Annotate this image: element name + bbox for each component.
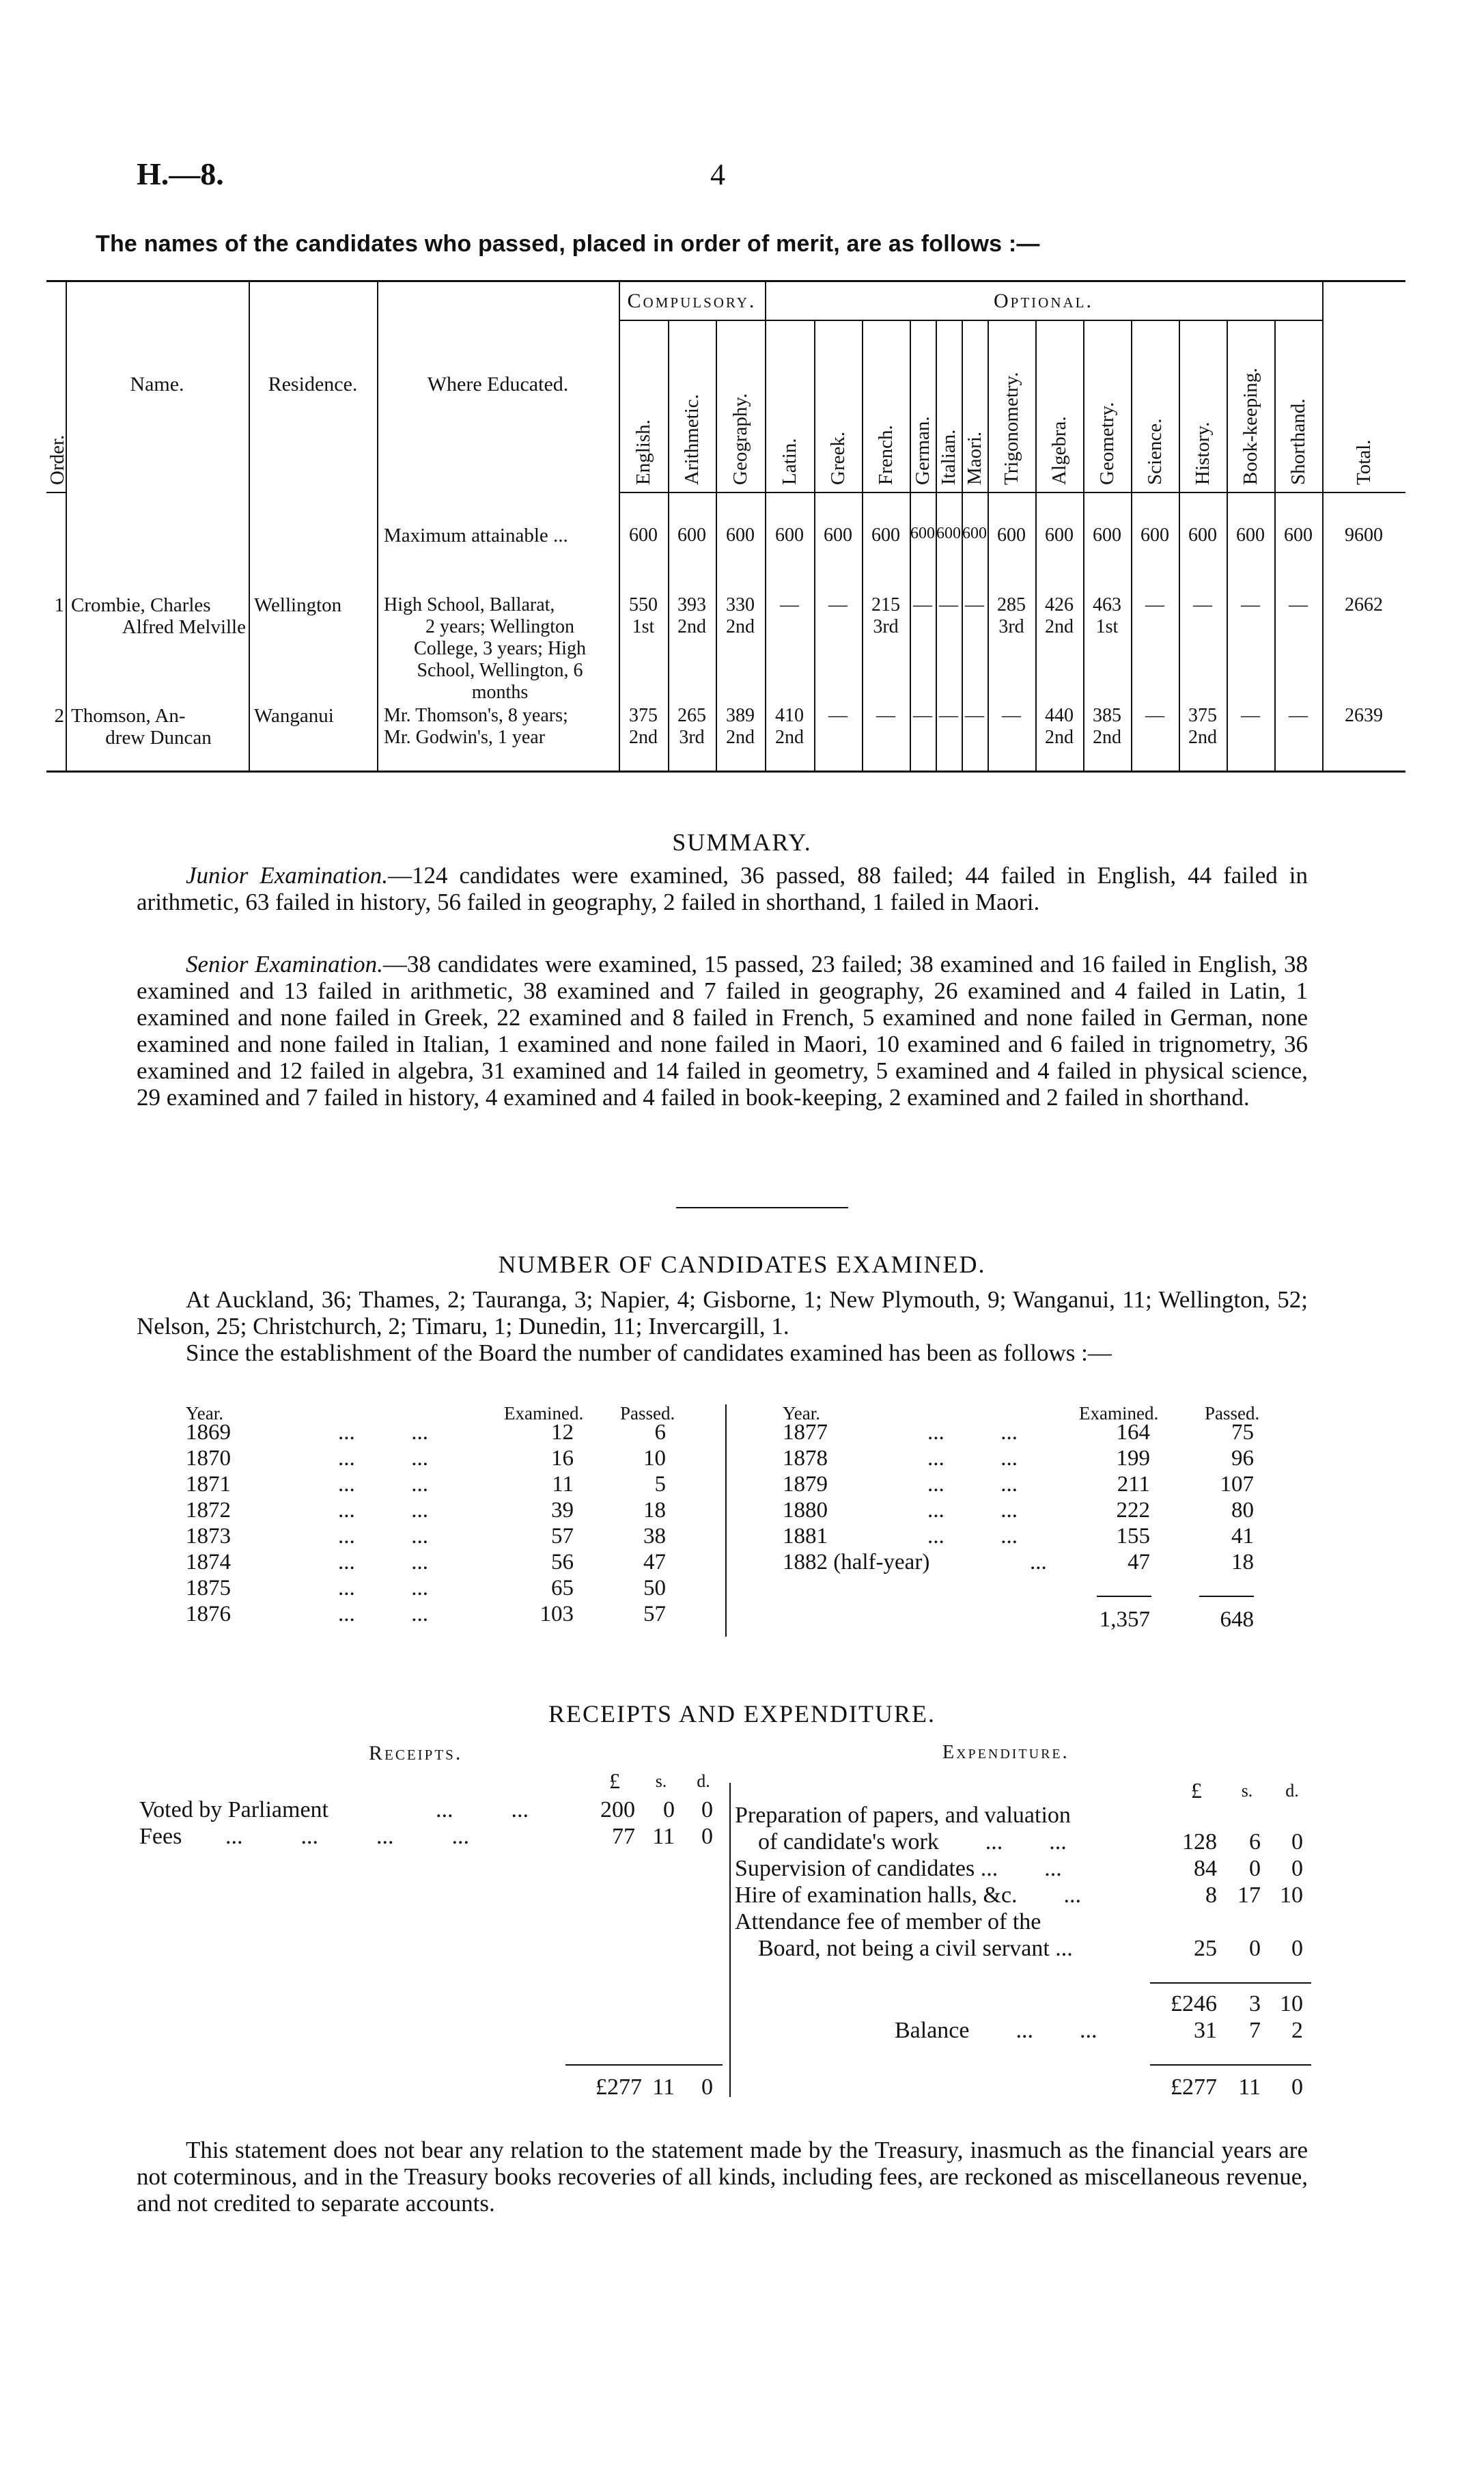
row-score: — [1289, 594, 1308, 615]
row-place: 1st [632, 616, 655, 637]
examined-stats [0, 1400, 1484, 1639]
row-place: 3rd [998, 616, 1024, 637]
stats-dots: ... [1030, 1550, 1047, 1574]
row-score: — [1241, 705, 1260, 726]
senior-text: —38 candidates were examined, 15 passed, 23 failed; 38 examined and 16 failed in English, 38 examined and 13 failed in arithmetic, 38 examined and 7 failed in geography, 26 examined and 4 failed in Latin, 1 examined and none failed in Greek, 22 examined and 8 failed in French, 5 examined and none failed in German, none examined and none failed in Italian, 1 examined and none failed in Maori, 10 examined and 6 failed in trignometry, 36 examined and 12 failed in algebra, 31 examined and 14 failed in geometry, 5 examined and 4 failed in physical science, 29 examined and 7 failed in history, 4 examined and 4 failed in book-keeping, 2 examined and 2 failed in shorthand. [137, 951, 1308, 1111]
max-value: 600 [1188, 525, 1217, 546]
row-place: 2nd [775, 727, 804, 748]
row-residence: Wellington [254, 594, 342, 616]
expenditure-pounds: 84 [1194, 1856, 1217, 1881]
expenditure-pounds: 25 [1194, 1936, 1217, 1961]
subtotal-shillings: 3 [1249, 1991, 1261, 2016]
row-order: 1 [54, 594, 64, 616]
stats-passed: 5 [654, 1472, 666, 1497]
expenditure-label-line2: of candidate's work ... ... [758, 1829, 1067, 1855]
stats-examined-header-right: Examined. [1079, 1403, 1159, 1424]
row-score: — [1145, 594, 1164, 615]
stats-passed: 47 [643, 1550, 666, 1574]
stats-year: 1875 [186, 1576, 231, 1600]
candidates-table [46, 280, 1405, 772]
receipt-label: Fees [139, 1824, 182, 1849]
stats-dots: ... ... [338, 1420, 428, 1445]
stats-year: 1878 [783, 1446, 828, 1471]
column-rule [936, 320, 937, 771]
stats-passed: 57 [643, 1602, 666, 1626]
stats-passed: 80 [1231, 1498, 1254, 1523]
expenditure-label-line1: Preparation of papers, and valuation [735, 1803, 1071, 1828]
stats-total-passed: 648 [1220, 1607, 1254, 1632]
expenditure-total-rule [1150, 2064, 1311, 2066]
stats-dots: ... ... [338, 1576, 428, 1600]
header-subject: Geometry. [1096, 402, 1118, 485]
row-order: 2 [54, 705, 64, 727]
subtotal-pence: 10 [1280, 1991, 1303, 2016]
stats-dots: ... ... [927, 1446, 1018, 1471]
receipt-dots: ... ... ... ... [225, 1824, 469, 1849]
stats-dots: ... ... [338, 1446, 428, 1471]
receipt-shillings: 11 [652, 1824, 675, 1849]
expenditure-pounds: 128 [1182, 1829, 1217, 1855]
header-order: Order. [46, 434, 68, 485]
junior-text: —124 candidates were examined, 36 passed, 88 failed; 44 failed in English, 44 failed in arithmetic, 63 failed in history, 56 failed in geography, 2 failed in shorthand, 1 failed in Maori. [137, 862, 1308, 915]
stats-examined-header: Examined. [504, 1403, 584, 1424]
receipts-title: Receipts. [369, 1742, 463, 1764]
group-rule [619, 320, 1322, 321]
examined-places-text: At Auckland, 36; Thames, 2; Tauranga, 3; Napier, 4; Gisborne, 1; New Plymouth, 9; Wanganui, 11; Wellington, 52; Nelson, 25; Christchurch, 2; Timaru, 1; Dunedin, 11; Invercargill, 1. [137, 1286, 1308, 1339]
row-score: — [1145, 705, 1164, 726]
max-value: 600 [1236, 525, 1265, 546]
summary-senior [137, 951, 1308, 1111]
stats-dots: ... ... [927, 1472, 1018, 1497]
column-rule [377, 280, 378, 771]
max-value: 600 [677, 525, 706, 546]
header-subject: Shorthand. [1287, 398, 1309, 485]
column-rule [910, 320, 911, 771]
header-compulsory: Compulsory. [627, 290, 757, 312]
stats-divider [725, 1404, 727, 1637]
stats-examined: 199 [1116, 1446, 1150, 1471]
stats-dots: ... ... [338, 1472, 428, 1497]
row-score: 330 [726, 594, 755, 615]
examined-places [137, 1286, 1308, 1339]
receipts-total-shillings: 11 [652, 2074, 675, 2100]
row-score: 393 [677, 594, 706, 615]
junior-label: Junior Examination. [186, 862, 388, 889]
stats-passed: 18 [643, 1498, 666, 1523]
intro-sentence: The names of the candidates who passed, placed in order of merit, are as follows :— [96, 231, 1040, 257]
examined-since: Since the establishment of the Board the number of candidates examined has been as follows :— [186, 1339, 1112, 1366]
row-score: — [876, 705, 895, 726]
row-where-line: College, 3 years; High [414, 638, 586, 659]
document-code: H.—8. [137, 156, 224, 191]
header-optional: Optional. [994, 290, 1093, 312]
expenditure-total-pounds: £277 [1171, 2074, 1217, 2100]
total-rule [1199, 1596, 1254, 1597]
receipt-shillings: 0 [663, 1797, 675, 1822]
row-place: 3rd [873, 616, 899, 637]
row-where-line: School, Wellington, 6 [417, 660, 583, 681]
row-score: 550 [629, 594, 658, 615]
stats-dots: ... ... [927, 1524, 1018, 1549]
summary-junior [137, 862, 1308, 915]
stats-examined: 12 [551, 1420, 574, 1445]
examined-title: NUMBER OF CANDIDATES EXAMINED. [498, 1251, 986, 1278]
max-value: 600 [910, 525, 935, 542]
max-value: 600 [1140, 525, 1169, 546]
row-score: — [780, 594, 799, 615]
receipt-label: Voted by Parliament [139, 1797, 328, 1822]
stats-year: 1877 [783, 1420, 828, 1445]
stats-examined: 57 [551, 1524, 574, 1549]
receipt-pence: 0 [701, 1797, 713, 1822]
column-rule [66, 280, 67, 771]
max-value: 600 [726, 525, 755, 546]
row-score: 389 [726, 705, 755, 726]
header-subject: Latin. [779, 438, 800, 485]
row-score: 463 [1093, 594, 1121, 615]
row-place: 3rd [679, 727, 705, 748]
row-score: 375 [629, 705, 658, 726]
senior-label: Senior Examination. [186, 951, 383, 977]
expenditure-pounds: 8 [1205, 1883, 1217, 1908]
max-value: 600 [1045, 525, 1074, 546]
row-place: 1st [1095, 616, 1119, 637]
row-score: — [939, 594, 958, 615]
row-score: 410 [775, 705, 804, 726]
stats-year: 1872 [186, 1498, 231, 1523]
stats-examined: 16 [551, 1446, 574, 1471]
stats-examined: 155 [1116, 1524, 1150, 1549]
stats-examined: 103 [540, 1602, 574, 1626]
row-place: 2nd [726, 727, 755, 748]
header-subject: Maori. [964, 431, 985, 485]
row-score: — [1289, 705, 1308, 726]
row-score: 440 [1045, 705, 1074, 726]
max-value: 600 [629, 525, 658, 546]
row-score: 375 [1188, 705, 1217, 726]
row-where-line: High School, Ballarat, [384, 594, 555, 615]
receipts-total-pounds: £277 [596, 2074, 642, 2100]
expenditure-pence: 0 [1291, 1856, 1303, 1881]
header-subject: Science. [1144, 418, 1166, 485]
stats-examined: 39 [551, 1498, 574, 1523]
stats-total-examined: 1,357 [1099, 1607, 1150, 1632]
header-subject: Arithmetic. [681, 394, 703, 485]
row-place: 2nd [726, 616, 755, 637]
max-value: 600 [775, 525, 804, 546]
table-bottom-rule [46, 771, 1405, 773]
header-subject: Algebra. [1048, 416, 1070, 485]
row-place: 2nd [629, 727, 658, 748]
row-score: — [1241, 594, 1260, 615]
row-score: — [965, 705, 984, 726]
row-total: 2662 [1345, 594, 1383, 615]
stats-year-header: Year. [186, 1403, 224, 1424]
stats-year: 1881 [783, 1524, 828, 1549]
footnote [137, 2137, 1308, 2217]
expenditure-subtotal-rule [1150, 1982, 1311, 1984]
balance-pounds: 31 [1194, 2018, 1217, 2043]
finance-title: RECEIPTS AND EXPENDITURE. [548, 1700, 936, 1727]
header-subject: Italian. [938, 429, 960, 485]
expenditure-pence: 10 [1280, 1883, 1303, 1908]
stats-examined: 47 [1128, 1550, 1150, 1574]
stats-passed: 18 [1231, 1550, 1254, 1574]
stats-year: 1870 [186, 1446, 231, 1471]
stats-examined: 164 [1116, 1420, 1150, 1445]
header-total: Total. [1353, 439, 1375, 485]
header-subject: History. [1192, 421, 1214, 485]
max-total: 9600 [1345, 525, 1383, 546]
header-subject: Geography. [729, 393, 751, 485]
stats-examined: 65 [551, 1576, 574, 1600]
stats-examined: 222 [1116, 1498, 1150, 1523]
expenditure-shillings: 17 [1237, 1883, 1261, 1908]
page-number: 4 [710, 158, 725, 191]
stats-dots: ... ... [338, 1550, 428, 1574]
receipt-pounds: 77 [612, 1824, 635, 1849]
row-score: — [965, 594, 984, 615]
stats-year: 1871 [186, 1472, 231, 1497]
header-subject: German. [912, 416, 934, 485]
stats-examined: 11 [552, 1472, 574, 1497]
expenditure-pence: 0 [1291, 1936, 1303, 1961]
row-place: 2nd [1093, 727, 1121, 748]
header-subject: Trigonometry. [1000, 372, 1022, 485]
header-residence: Residence. [268, 373, 358, 395]
row-name-line1: Crombie, Charles [71, 594, 211, 616]
stats-year: 1874 [186, 1550, 231, 1574]
receipts-lsd-header: s. [655, 1771, 667, 1791]
stats-year: 1880 [783, 1498, 828, 1523]
stats-dots: ... ... [338, 1602, 428, 1626]
stats-year: 1873 [186, 1524, 231, 1549]
stats-passed-header: Passed. [620, 1403, 675, 1424]
max-value: 600 [1284, 525, 1313, 546]
expenditure-label-line2: Supervision of candidates ... ... [735, 1856, 1062, 1881]
table-top-rule [46, 280, 1405, 282]
row-score: 426 [1045, 594, 1074, 615]
row-score: — [939, 705, 958, 726]
stats-dots: ... ... [927, 1498, 1018, 1523]
receipt-pounds: 200 [600, 1797, 635, 1822]
receipts-lsd-header: £ [609, 1768, 620, 1793]
receipt-dots: ... ... [436, 1797, 529, 1822]
expenditure-shillings: 0 [1249, 1856, 1261, 1881]
expenditure-shillings: 0 [1249, 1936, 1261, 1961]
column-rule [962, 320, 963, 771]
receipts-total-rule [565, 2064, 723, 2066]
row-score: — [1193, 594, 1212, 615]
expenditure-label-line1: Attendance fee of member of the [735, 1909, 1041, 1934]
header-rule-subjects [619, 492, 1405, 493]
expenditure-shillings: 6 [1249, 1829, 1261, 1855]
row-place: 2nd [1045, 727, 1074, 748]
max-value: 600 [997, 525, 1026, 546]
stats-year-header-right: Year. [783, 1403, 821, 1424]
row-score: — [828, 594, 848, 615]
row-score: 285 [997, 594, 1026, 615]
stats-dots: ... ... [927, 1420, 1018, 1445]
finance-section [0, 1742, 1484, 2111]
row-where-line: Mr. Thomson's, 8 years; [384, 705, 568, 726]
row-place: 2nd [1045, 616, 1074, 637]
max-value: 600 [962, 525, 987, 542]
column-rule [249, 280, 250, 771]
stats-examined: 56 [551, 1550, 574, 1574]
finance-divider [729, 1783, 731, 2097]
header-where-educated: Where Educated. [427, 373, 569, 395]
stats-passed: 107 [1220, 1472, 1254, 1497]
stats-passed: 6 [654, 1420, 666, 1445]
expenditure-lsd-header: £ [1191, 1778, 1202, 1803]
header-subject: French. [875, 425, 897, 485]
row-name-line2: drew Duncan [105, 727, 212, 749]
balance-pence: 2 [1291, 2018, 1303, 2043]
row-score: 215 [871, 594, 900, 615]
max-value: 600 [824, 525, 852, 546]
row-score: — [913, 705, 932, 726]
header-rule-order [46, 492, 66, 493]
expenditure-total-shillings: 11 [1238, 2074, 1261, 2100]
summary-title: SUMMARY. [672, 829, 812, 856]
receipts-total-pence: 0 [701, 2074, 713, 2100]
receipts-lsd-header: d. [697, 1771, 710, 1791]
row-score: — [1002, 705, 1021, 726]
expenditure-label-line2: Board, not being a civil servant ... [758, 1936, 1073, 1961]
stats-passed: 50 [643, 1576, 666, 1600]
header-name: Name. [130, 373, 184, 395]
row-where-line: 2 years; Wellington [425, 616, 575, 637]
stats-year: 1882 (half-year) [783, 1550, 930, 1574]
max-attainable-label: Maximum attainable ... [384, 525, 568, 546]
stats-passed: 96 [1231, 1446, 1254, 1471]
subtotal-pounds: £246 [1171, 1991, 1217, 2016]
header-subject: Book-keeping. [1240, 367, 1261, 485]
row-where-line: Mr. Godwin's, 1 year [384, 727, 546, 748]
stats-year: 1876 [186, 1602, 231, 1626]
row-score: 265 [677, 705, 706, 726]
expenditure-total-pence: 0 [1291, 2074, 1303, 2100]
balance-label: Balance ... ... [895, 2018, 1097, 2043]
row-residence: Wanganui [254, 705, 334, 727]
section-divider [676, 1207, 848, 1208]
expenditure-label-line2: Hire of examination halls, &c. ... [735, 1883, 1082, 1908]
stats-passed: 38 [643, 1524, 666, 1549]
max-value: 600 [871, 525, 900, 546]
stats-year: 1879 [783, 1472, 828, 1497]
max-value: 600 [1093, 525, 1121, 546]
row-name-line2: Alfred Melville [122, 616, 246, 638]
stats-year: 1869 [186, 1420, 231, 1445]
row-total: 2639 [1345, 705, 1383, 726]
row-place: 2nd [1188, 727, 1217, 748]
footnote-text: This statement does not bear any relation to the statement made by the Treasury, inasmuch as the financial years are not coterminous, and in the Treasury books recoveries of all kinds, including fees, are reckoned as miscellaneous revenue, and not credited to separate accounts. [137, 2137, 1308, 2217]
stats-dots: ... ... [338, 1498, 428, 1523]
stats-dots: ... ... [338, 1524, 428, 1549]
row-score: — [828, 705, 848, 726]
total-rule [1097, 1596, 1151, 1597]
stats-passed: 41 [1231, 1524, 1254, 1549]
row-where-line: months [471, 682, 529, 703]
row-score: 385 [1093, 705, 1121, 726]
expenditure-lsd-header: d. [1285, 1781, 1299, 1801]
receipt-pence: 0 [701, 1824, 713, 1849]
row-place: 2nd [677, 616, 706, 637]
row-score: — [913, 594, 932, 615]
expenditure-pence: 0 [1291, 1829, 1303, 1855]
header-subject: English. [632, 419, 654, 485]
balance-shillings: 7 [1249, 2018, 1261, 2043]
header-subject: Greek. [827, 431, 849, 485]
stats-examined: 211 [1117, 1472, 1150, 1497]
row-name-line1: Thomson, An- [71, 705, 186, 727]
stats-passed-header-right: Passed. [1205, 1403, 1260, 1424]
stats-passed: 10 [643, 1446, 666, 1471]
expenditure-title: Expenditure. [942, 1742, 1069, 1763]
stats-passed: 75 [1231, 1420, 1254, 1445]
max-value: 600 [936, 525, 961, 542]
expenditure-lsd-header: s. [1241, 1781, 1253, 1801]
